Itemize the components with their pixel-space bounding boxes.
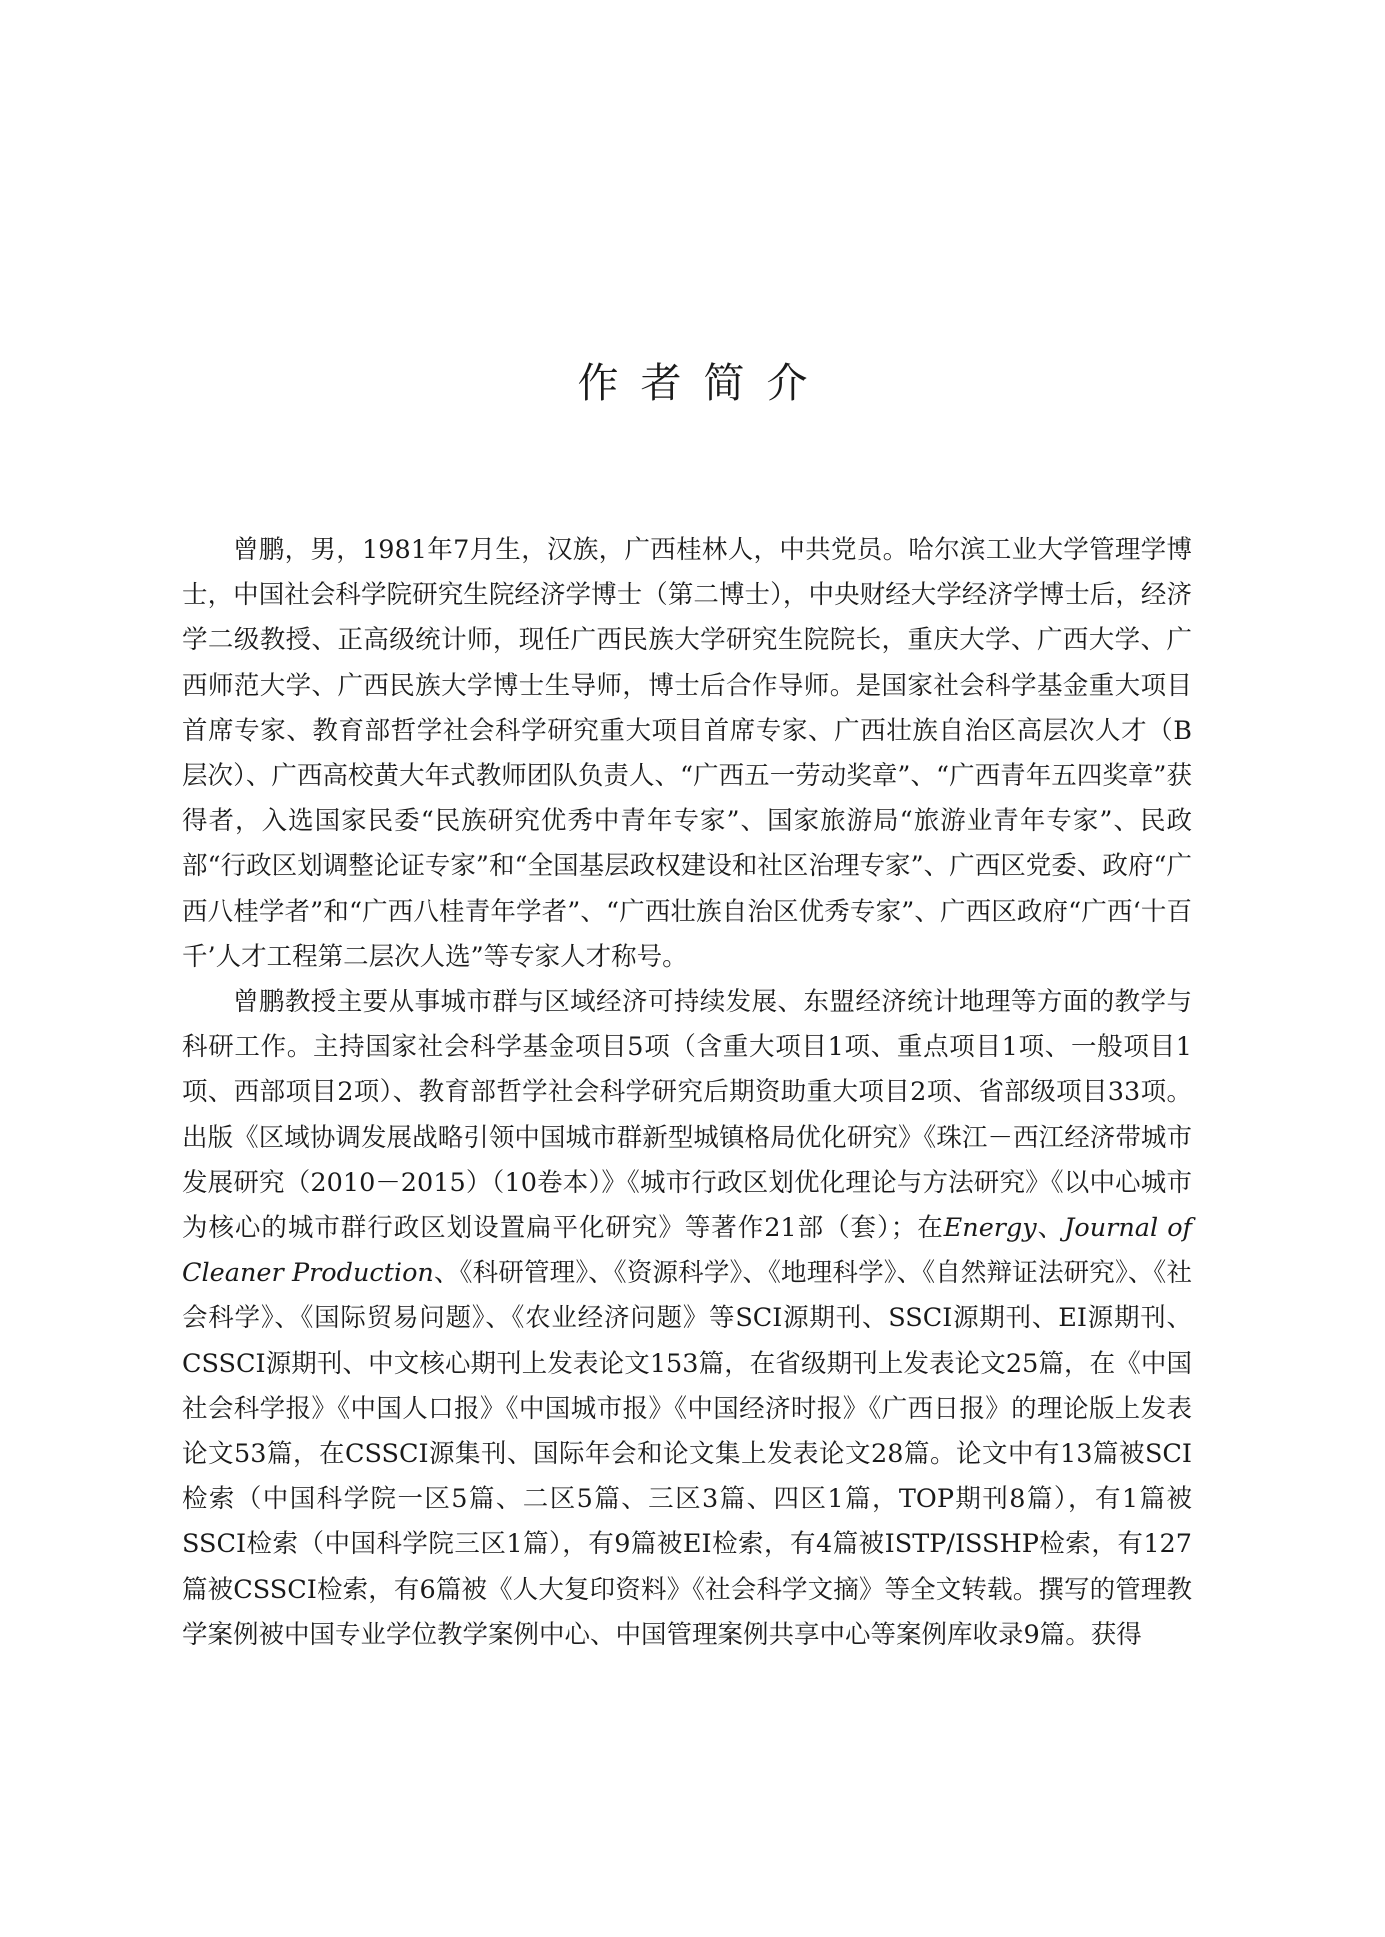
journal-separator: 、 (1036, 1213, 1065, 1244)
journal-name-energy: Energy (943, 1213, 1037, 1244)
paragraph-research-work (182, 980, 1192, 1658)
biography-body (182, 528, 1192, 1658)
journal-name-cleaner-production: Journal of Cleaner Production (182, 1213, 1192, 1289)
paragraph-personal-profile: 曾鹏，男，1981年7月生，汉族，广西桂林人，中共党员。哈尔滨工业大学管理学博士，中国社会科学院研究生院经济学博士（第二博士），中央财经大学经济学博士后，经济学二级教授、正高级统计师，现任广西民族大学研究生院院长，重庆大学、广西大学、广西师范大学、广西民族大学博士生导师，博士后合作导师。是国家社会科学基金重大项目首席专家、教育部哲学社会科学研究重大项目首席专家、广西壮族自治区高层次人才（B层次）、广西高校黄大年式教师团队负责人、“广西五一劳动奖章”、“广西青年五四奖章”获得者，入选国家民委“民族研究优秀中青年专家”、国家旅游局“旅游业青年专家”、民政部“行政区划调整论证专家”和“全国基层政权建设和社区治理专家”、广西区党委、政府“广西八桂学者”和“广西八桂青年学者”、“广西壮族自治区优秀专家”、广西区政府“广西‘十百千’人才工程第二层次人选”等专家人才称号。 (182, 535, 1192, 972)
paragraph-research-text-b: 、《科研管理》、《资源科学》、《地理科学》、《自然辩证法研究》、《社会科学》、《国际贸易问题》、《农业经济问题》等SCI源期刊、SSCI源期刊、EI源期刊、CSSCI源期刊、中文核心期刊上发表论文153篇，在省级期刊上发表论文25篇，在《中国社会科学报》《中国人口报》《中国城市报》《中国经济时报》《广西日报》的理论版上发表论文53篇，在CSSCI源集刊、国际年会和论文集上发表论文28篇。论文中有13篇被SCI检索（中国科学院一区5篇、二区5篇、三区3篇、四区1篇，TOP期刊8篇），有1篇被SSCI检索（中国科学院三区1篇），有9篇被EI检索，有4篇被ISTP/ISSHP检索，有127篇被CSSCI检索，有6篇被《人大复印资料》《社会科学文摘》等全文转载。撰写的管理教学案例被中国专业学位教学案例中心、中国管理案例共享中心等案例库收录9篇。获得 (182, 1258, 1192, 1650)
paragraph-research-text-a: 曾鹏教授主要从事城市群与区域经济可持续发展、东盟经济统计地理等方面的教学与科研工作。主持国家社会科学基金项目5项（含重大项目1项、重点项目1项、一般项目1项、西部项目2项）、教育部哲学社会科学研究后期资助重大项目2项、省部级项目33项。出版《区域协调发展战略引领中国城市群新型城镇格局优化研究》《珠江－西江经济带城市发展研究（2010－2015）（10卷本）》《城市行政区划优化理论与方法研究》《以中心城市为核心的城市群行政区划设置扁平化研究》等著作21部（套）；在 (182, 987, 1192, 1244)
page-title: 作者简介 (577, 359, 830, 407)
